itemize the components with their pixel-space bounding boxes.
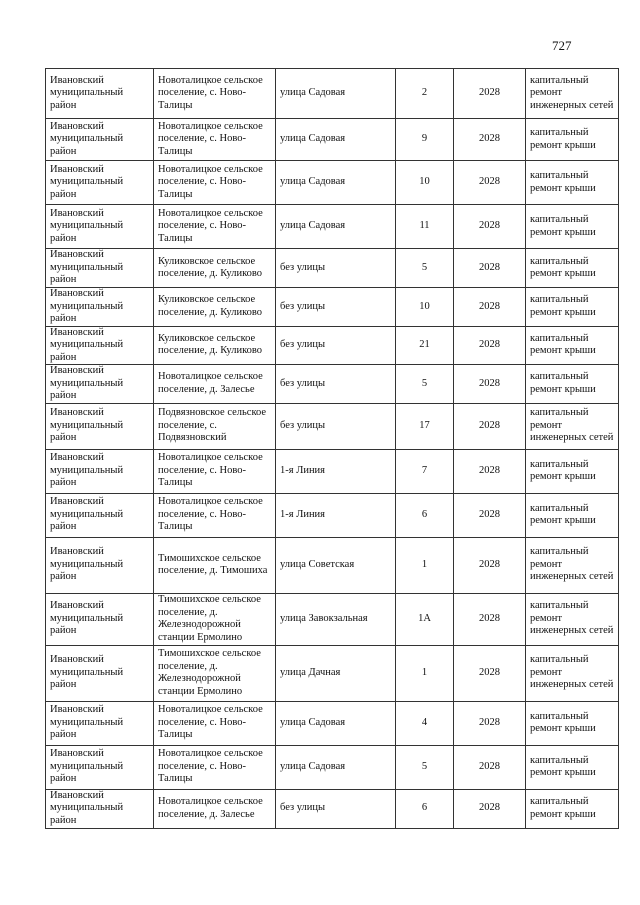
cell-work: капитальный ремонт крыши (526, 449, 619, 493)
cell-street: улица Завокзальная (276, 593, 396, 645)
cell-year: 2028 (454, 403, 526, 449)
cell-work: капитальный ремонт инженерных сетей (526, 537, 619, 593)
cell-settlement: Новоталицкое сельское поселение, с. Ново-Талицы (154, 701, 276, 745)
table-row (46, 249, 619, 288)
cell-street: без улицы (276, 365, 396, 404)
cell-year: 2028 (454, 288, 526, 327)
cell-house: 4 (396, 701, 454, 745)
cell-street: без улицы (276, 249, 396, 288)
cell-work: капитальный ремонт крыши (526, 701, 619, 745)
cell-street: улица Садовая (276, 701, 396, 745)
cell-year: 2028 (454, 69, 526, 119)
cell-year: 2028 (454, 119, 526, 161)
cell-district: Ивановский муниципальный район (46, 403, 154, 449)
cell-year: 2028 (454, 205, 526, 249)
table-row (46, 161, 619, 205)
cell-house: 21 (396, 326, 454, 365)
cell-district: Ивановский муниципальный район (46, 593, 154, 645)
cell-work: капитальный ремонт крыши (526, 326, 619, 365)
cell-settlement: Новоталицкое сельское поселение, д. Залесье (154, 365, 276, 404)
cell-house: 10 (396, 161, 454, 205)
cell-settlement: Новоталицкое сельское поселение, с. Ново-Талицы (154, 69, 276, 119)
cell-district: Ивановский муниципальный район (46, 493, 154, 537)
cell-year: 2028 (454, 537, 526, 593)
cell-street: улица Дачная (276, 645, 396, 701)
cell-district: Ивановский муниципальный район (46, 205, 154, 249)
housing-repair-table (45, 68, 619, 829)
cell-settlement: Новоталицкое сельское поселение, с. Ново-Талицы (154, 161, 276, 205)
cell-street: улица Садовая (276, 119, 396, 161)
cell-house: 7 (396, 449, 454, 493)
cell-work: капитальный ремонт крыши (526, 119, 619, 161)
cell-settlement: Тимошихское сельское поселение, д. Железнодорожной станции Ермолино (154, 645, 276, 701)
cell-street: без улицы (276, 288, 396, 327)
cell-year: 2028 (454, 161, 526, 205)
cell-district: Ивановский муниципальный район (46, 701, 154, 745)
cell-district: Ивановский муниципальный район (46, 745, 154, 789)
cell-work: капитальный ремонт крыши (526, 249, 619, 288)
cell-year: 2028 (454, 493, 526, 537)
cell-street: без улицы (276, 326, 396, 365)
cell-work: капитальный ремонт крыши (526, 161, 619, 205)
table-row (46, 119, 619, 161)
cell-work: капитальный ремонт инженерных сетей (526, 593, 619, 645)
table-row (46, 593, 619, 645)
cell-year: 2028 (454, 593, 526, 645)
cell-year: 2028 (454, 326, 526, 365)
table-row (46, 326, 619, 365)
cell-house: 9 (396, 119, 454, 161)
table-row (46, 645, 619, 701)
cell-district: Ивановский муниципальный район (46, 789, 154, 828)
cell-house: 2 (396, 69, 454, 119)
table-row (46, 365, 619, 404)
cell-settlement: Новоталицкое сельское поселение, д. Залесье (154, 789, 276, 828)
table-row (46, 205, 619, 249)
table-row (46, 403, 619, 449)
cell-district: Ивановский муниципальный район (46, 537, 154, 593)
cell-house: 1А (396, 593, 454, 645)
cell-settlement: Новоталицкое сельское поселение, с. Ново-Талицы (154, 449, 276, 493)
cell-street: улица Садовая (276, 161, 396, 205)
cell-district: Ивановский муниципальный район (46, 288, 154, 327)
cell-district: Ивановский муниципальный район (46, 249, 154, 288)
cell-district: Ивановский муниципальный район (46, 645, 154, 701)
cell-settlement: Новоталицкое сельское поселение, с. Ново-Талицы (154, 119, 276, 161)
table-row (46, 493, 619, 537)
cell-work: капитальный ремонт инженерных сетей (526, 645, 619, 701)
cell-year: 2028 (454, 645, 526, 701)
cell-street: улица Садовая (276, 745, 396, 789)
cell-work: капитальный ремонт инженерных сетей (526, 69, 619, 119)
cell-settlement: Тимошихское сельское поселение, д. Тимошиха (154, 537, 276, 593)
cell-work: капитальный ремонт крыши (526, 493, 619, 537)
cell-district: Ивановский муниципальный район (46, 449, 154, 493)
cell-work: капитальный ремонт крыши (526, 288, 619, 327)
cell-year: 2028 (454, 789, 526, 828)
cell-settlement: Куликовское сельское поселение, д. Куликово (154, 326, 276, 365)
cell-year: 2028 (454, 365, 526, 404)
cell-street: 1-я Линия (276, 493, 396, 537)
table-row (46, 449, 619, 493)
cell-settlement: Новоталицкое сельское поселение, с. Ново-Талицы (154, 745, 276, 789)
cell-house: 11 (396, 205, 454, 249)
cell-house: 6 (396, 789, 454, 828)
cell-work: капитальный ремонт инженерных сетей (526, 403, 619, 449)
cell-street: 1-я Линия (276, 449, 396, 493)
cell-house: 17 (396, 403, 454, 449)
cell-settlement: Куликовское сельское поселение, д. Куликово (154, 288, 276, 327)
cell-district: Ивановский муниципальный район (46, 365, 154, 404)
cell-district: Ивановский муниципальный район (46, 69, 154, 119)
cell-district: Ивановский муниципальный район (46, 326, 154, 365)
cell-work: капитальный ремонт крыши (526, 789, 619, 828)
cell-settlement: Тимошихское сельское поселение, д. Железнодорожной станции Ермолино (154, 593, 276, 645)
cell-house: 5 (396, 365, 454, 404)
cell-year: 2028 (454, 449, 526, 493)
cell-street: улица Садовая (276, 69, 396, 119)
cell-settlement: Подвязновское сельское поселение, с. Подвязновский (154, 403, 276, 449)
cell-work: капитальный ремонт крыши (526, 205, 619, 249)
cell-settlement: Новоталицкое сельское поселение, с. Ново-Талицы (154, 205, 276, 249)
cell-street: улица Садовая (276, 205, 396, 249)
table-row (46, 69, 619, 119)
cell-district: Ивановский муниципальный район (46, 161, 154, 205)
cell-settlement: Новоталицкое сельское поселение, с. Ново-Талицы (154, 493, 276, 537)
cell-street: без улицы (276, 403, 396, 449)
cell-work: капитальный ремонт крыши (526, 365, 619, 404)
cell-work: капитальный ремонт крыши (526, 745, 619, 789)
cell-house: 5 (396, 249, 454, 288)
cell-year: 2028 (454, 249, 526, 288)
cell-house: 1 (396, 537, 454, 593)
cell-street: улица Советская (276, 537, 396, 593)
cell-house: 1 (396, 645, 454, 701)
cell-district: Ивановский муниципальный район (46, 119, 154, 161)
cell-year: 2028 (454, 745, 526, 789)
cell-house: 5 (396, 745, 454, 789)
table-row (46, 537, 619, 593)
cell-settlement: Куликовское сельское поселение, д. Куликово (154, 249, 276, 288)
table-row (46, 789, 619, 828)
table-row (46, 745, 619, 789)
cell-year: 2028 (454, 701, 526, 745)
cell-street: без улицы (276, 789, 396, 828)
table-row (46, 288, 619, 327)
cell-house: 10 (396, 288, 454, 327)
page-number: 727 (552, 38, 572, 53)
table-row (46, 701, 619, 745)
cell-house: 6 (396, 493, 454, 537)
